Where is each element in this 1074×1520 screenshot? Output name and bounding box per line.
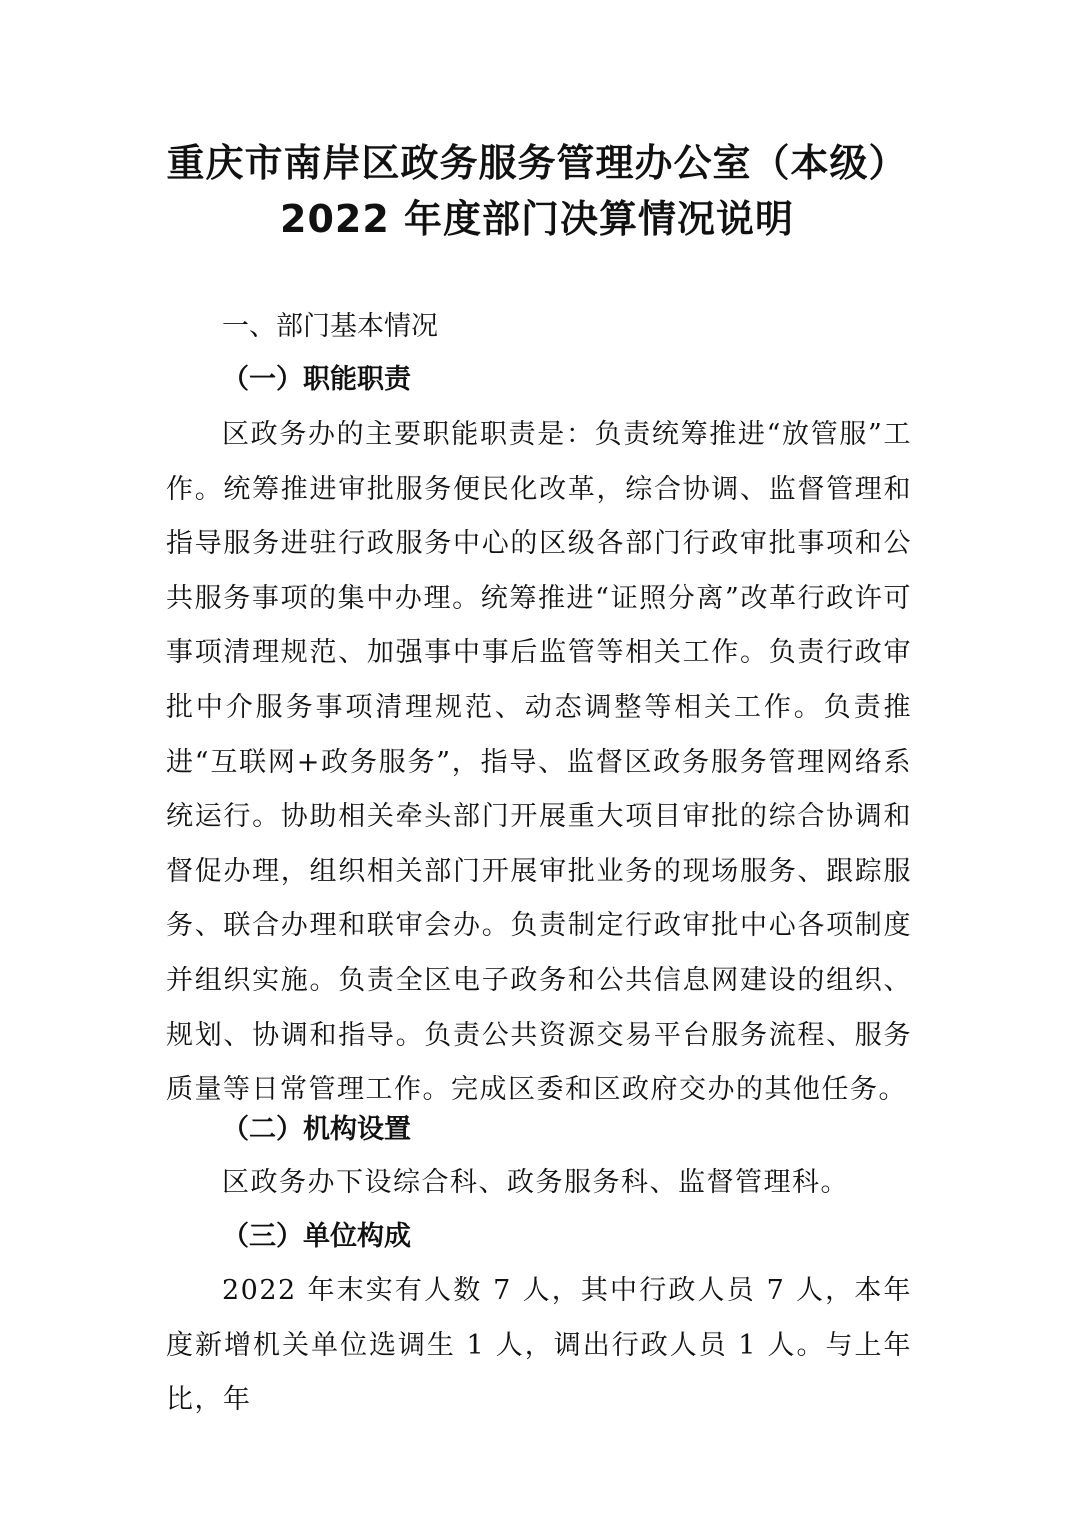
subsection-heading-duties: （一）职能职责 xyxy=(222,364,411,395)
subsection-heading-organization: （二）机构设置 xyxy=(222,1114,411,1145)
duties-paragraph: 区政务办的主要职能职责是：负责统筹推进“放管服”工作。统筹推进审批服务便民化改革，综合协调、监督管理和指导服务进驻行政服务中心的区级各部门行政审批事项和公共服务事项的集中办理。统筹推进“证照分离”改革行政许可事项清理规范、加强事中事后监管等相关工作。负责行政审批中介服务事项清理规范、动态调整等相关工作。负责推进“互联网+政务服务”，指导、监督区政务服务管理网络系统运行。协助相关牵头部门开展重大项目审批的综合协调和督促办理，组织相关部门开展审批业务的现场服务、跟踪服务、联合办理和联审会办。负责制定行政审批中心各项制度并组织实施。负责全区电子政务和公共信息网建设的组织、规划、协调和指导。负责公共资源交易平台服务流程、服务质量等日常管理工作。完成区委和区政府交办的其他任务。 xyxy=(166,419,912,1106)
document-title-line1: 重庆市南岸区政务服务管理办公室（本级） xyxy=(166,141,908,185)
document-title-line2: 2022 年度部门决算情况说明 xyxy=(280,197,794,241)
subsection-heading-composition: （三）单位构成 xyxy=(222,1221,411,1252)
organization-paragraph: 区政务办下设综合科、政务服务科、监督管理科。 xyxy=(222,1167,849,1198)
composition-paragraph: 2022 年末实有人数 7 人，其中行政人员 7 人，本年度新增机关单位选调生 1 人，调出行政人员 1 人。与上年比，年 xyxy=(166,1275,912,1416)
section-heading-basic-info: 一、部门基本情况 xyxy=(222,311,438,342)
